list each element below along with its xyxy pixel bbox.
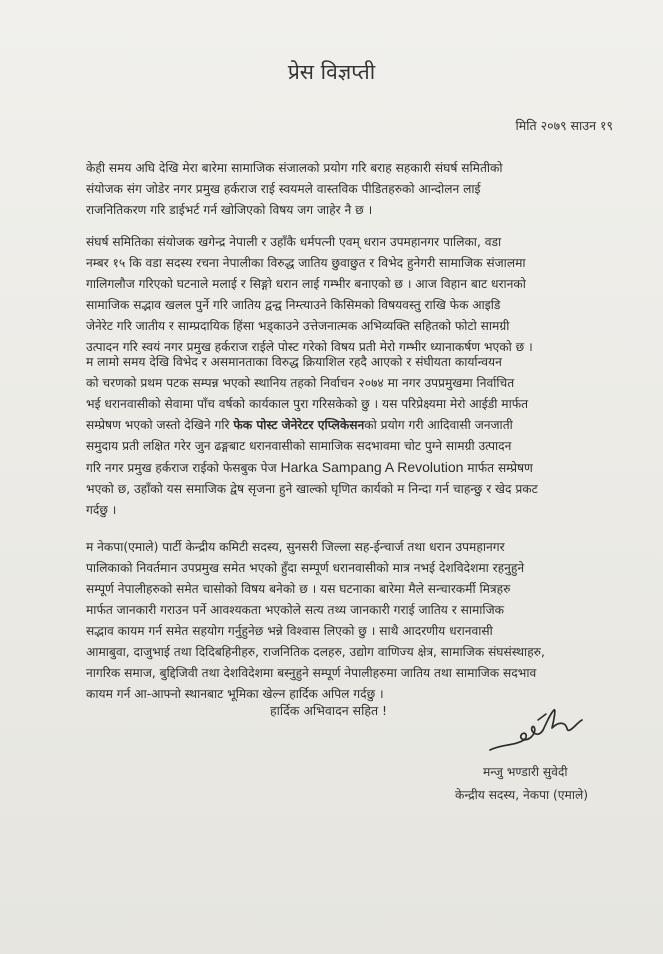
paragraph-line-mixed <box>86 457 626 479</box>
paragraph-line: मार्फत जानकारी गराउन पर्ने आवश्यकता भएकोले सत्य तथ्य जानकारी गराई जातिय र सामाजिक <box>86 603 504 617</box>
paragraph-line: सम्पूर्ण नेपालीहरुको समेत चासोको विषय बनेको छ । यस घटनाका बारेमा मैले सन्चारकर्मी मित्रहरु <box>86 582 511 596</box>
paragraph-text: को प्रयोग गरी आदिवासी जनजाती <box>364 418 513 432</box>
handwritten-signature <box>484 700 594 762</box>
paragraph-line: कायम गर्न आ-आफ्नो स्थानबाट भूमिका खेल्न हार्दिक अपिल गर्दछु । <box>86 687 384 701</box>
paragraph-line: म नेकपा(एमाले) पार्टी केन्द्रीय कमिटी सदस्य, सुनसरी जिल्ला सह-ईन्चार्ज तथा धरान उपमहानगर <box>86 540 505 554</box>
paragraph-line-mixed <box>86 415 626 436</box>
paragraph-line: म लामो समय देखि विभेद र असमानताका विरुद्ध क्रियाशिल रहदै आएको र संघीयता कार्यान्वयन <box>86 355 502 369</box>
paragraph-line: नम्बर १५ कि वडा सदस्य रचना नेपालीका विरुद्ध जातिय छुवाछुत र विभेद हुनेगरी सामाजिक संजालमा <box>86 256 526 270</box>
paragraph-text: मार्फत सम्प्रेषण <box>463 461 533 475</box>
paragraph-line: को चरणको प्रथम पटक सम्पन्न भएको स्थानिय तहको निर्वाचन २०७४ मा नगर उपप्रमुखमा निर्वाचित <box>86 376 515 390</box>
facebook-page-name: Harka Sampang A Revolution <box>280 459 464 475</box>
paragraph-line: गर्दछु । <box>86 503 117 517</box>
paragraph-line: उत्पादन गरि स्वयं नगर प्रमुख हर्कराज राईले पोस्ट गरेको विषय प्रती मेरो गम्भीर ध्यानाकर्षण भएको छ । <box>86 340 533 354</box>
paragraph-line: नागरिक समाज, बुद्दिजिवी तथा देशविदेशमा बस्नुहुने सम्पूर्ण नेपालीहरुमा जातिय तथा सामाजिक सदभाव <box>86 666 537 680</box>
app-name-bold: फेक पोस्ट जेनेरेटर एप्लिकेसन <box>233 418 365 432</box>
paragraph-line: समुदाय प्रती लक्षित गरेर जुन ढङ्गबाट धरानवासीको सामाजिक सदभावमा चोट पुग्ने सामग्री उत्पादन <box>86 439 512 453</box>
paragraph-line: पालिकाको निवर्तमान उपप्रमुख समेत भएको हुँदा सम्पूर्ण धरानवासीको मात्र नभई देशविदेशमा रहनुहुने <box>86 561 525 575</box>
paragraph-1 <box>86 158 626 221</box>
paragraph-line: सामाजिक सद्भाव खलल पुर्ने गरि जातिय द्वन्द्व निम्त्याउने किसिमको विषयवस्तु राखि फेक आइडि <box>86 298 501 312</box>
paragraph-line: गालिगलौज गरिएको घटनाले मलाई र सिङ्गो धरान लाई गम्भीर बनाएको छ । आज विहान बाट धरानको <box>86 277 526 291</box>
paragraph-line: सद्भाव कायम गर्न समेत सहयोग गर्नुहुनेछ भन्ने विश्वास लिएको छु । साथै आदरणीय धरानवासी <box>86 624 493 638</box>
paragraph-2 <box>86 232 626 358</box>
closing-greeting: हार्दिक अभिवादन सहित ! <box>270 703 388 718</box>
paragraph-4 <box>86 537 626 705</box>
paragraph-line: भई धरानवासीको सेवामा पाँच वर्षको कार्यकाल पुरा गरिसकेको छु । यस परिप्रेक्ष्यमा मेरो आईडी मार्फत <box>86 397 529 411</box>
paragraph-line: राजनितिकरण गरि डाईभर्ट गर्न खोजिएको विषय जग जाहेर नै छ । <box>86 203 373 217</box>
paragraph-3 <box>86 352 626 521</box>
paragraph-line: संघर्ष समितिका संयोजक खगेन्द्र नेपाली र उहाँकै धर्मपत्नी एवम् धरान उपमहानगर पालिका, वडा <box>86 235 502 249</box>
document-date: मिति २०७९ साउन १९ <box>515 118 613 133</box>
paragraph-line: भएको छ, उहाँको यस समाजिक द्वेष सृजना हुने खाल्को घृणित कार्यको म निन्दा गर्न चाहन्छु र खेद प्रकट <box>86 482 538 496</box>
paragraph-line: जेनेरेट गरि जातीय र साम्प्रदायिक हिंसा भड्काउने उत्तेजनात्मक अभिव्यक्ति सहितको फोटो सामग्री <box>86 319 510 333</box>
paragraph-text: सम्प्रेषण भएको जस्तो देखिने गरि <box>86 418 234 432</box>
signatory-title: केन्द्रीय सदस्य, नेकपा (एमाले) <box>455 788 588 802</box>
document-title: प्रेस विज्ञप्ती <box>287 60 376 84</box>
signatory-name: मन्जु भण्डारी सुवेदी <box>483 765 568 779</box>
paragraph-line: केही समय अघि देखि मेरा बारेमा सामाजिक संजालको प्रयोग गरि बराह सहकारी संघर्ष समितीको <box>86 161 503 175</box>
paragraph-text: गरि नगर प्रमुख हर्कराज राईको फेसबुक पेज <box>86 461 281 475</box>
paragraph-line: आमाबुवा, दाजुभाई तथा दिदिबहिनीहरु, राजनितिक दलहरु, उद्योग वाणिज्य क्षेत्र, सामाजिक संघसंस्थाहरु, <box>86 645 545 659</box>
paragraph-line: संयोजक संग जोडेर नगर प्रमुख हर्कराज राई स्वयमले वास्तविक पीडितहरुको आन्दोलन लाई <box>86 182 481 196</box>
